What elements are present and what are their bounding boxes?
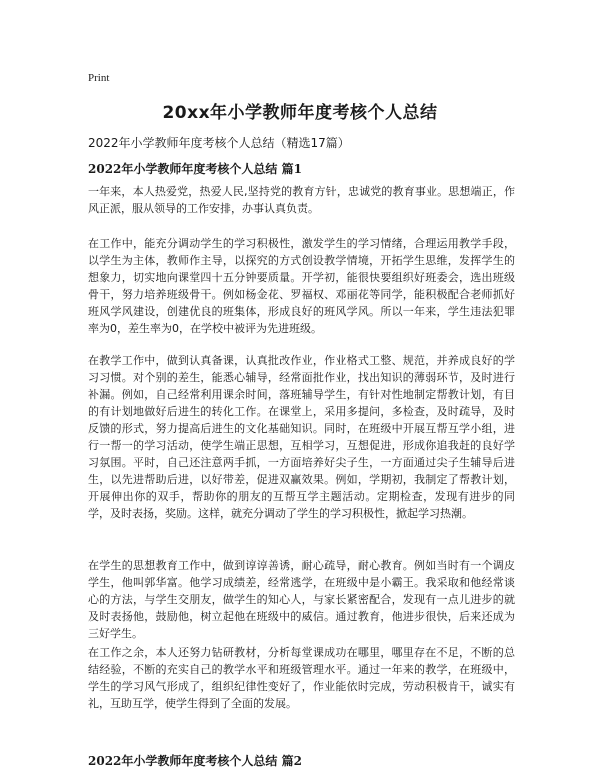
print-link[interactable]: Print: [88, 72, 110, 84]
paragraph-2: 在工作中，能充分调动学生的学习积极性，激发学生的学习情绪，合理运用教学手段，以学生为主体，教师作主导，以探究的方式创设教学情境，开拓学生思维，发挥学生的想象力，切实地向课堂四十五分钟要质量。开学初，能很快要组织好班委会，选出班级骨干，努力培养班级骨干。例如杨金花、罗福权、邓丽花等同学，能积极配合老师抓好班风学风建设，创建优良的班集体，形成良好的班风学风。所以一年来，学生违法犯罪率为0，差生率为0，在学校中被评为先进班级。: [88, 237, 515, 335]
paragraph-3: 在教学工作中，做到认真备课，认真批改作业，作业格式工整、规范，并养成良好的学习习惯。对个别的差生，能悉心辅导，经常面批作业，找出知识的薄弱环节，及时进行补漏。例如，自己经常利用课余时间，落班辅导学生，有针对性地制定帮教计划，有目的有计划地做好后进生的转化工作。在课堂上，采用多提问，多检查，及时疏导，及时反馈的形式，努力提高后进生的文化基础知识。同时，在班级中开展互帮互学小组，进行一帮一的学习活动，使学生端正思想，互相学习，互想促进，形成你追我赶的良好学习氛围。平时，自己还注意两手抓，一方面培养好尖子生，一方面通过尖子生辅导后进生，以先进帮助后进，以好带差，促进双赢效果。例如，学期初，我制定了帮教计划，开展伸出你的双手，帮助你的朋友的互帮互学主题活动。定期检查，发现有进步的同学，及时表扬，奖励。这样，就充分调动了学生的学习积极性，掀起学习热潮。: [88, 354, 515, 520]
paragraph-4: 在学生的思想教育工作中，做到谆谆善诱，耐心疏导，耐心教育。例如当时有一个调皮学生，他叫郭华富。他学习成绩差，经常逃学，在班级中是小霸王。我采取和他经常谈心的方法，与学生交朋友，做学生的知心人，与家长紧密配合，发现有一点儿进步的就及时表扬他，鼓励他，树立起他在班级中的威信。通过教育，他进步很快，后来还成为三好学生。: [88, 559, 515, 640]
section-heading-2: 2022年小学教师年度考核个人总结 篇2: [88, 754, 302, 768]
paragraph-5: 在工作之余，本人还努力钻研教材，分析每堂课成功在哪里，哪里存在不足，不断的总结经验，不断的充实自己的教学水平和班级管理水平。通过一年来的教学，在班级中，学生的学习风气形成了，组织纪律性变好了，作业能依时完成，劳动积极肯干，诚实有礼，互助互学，使学生得到了全面的发展。: [88, 646, 515, 710]
intro-line: 2022年小学教师年度考核个人总结（精选17篇）: [88, 136, 350, 150]
section-heading-1: 2022年小学教师年度考核个人总结 篇1: [88, 162, 302, 176]
paragraph-1: 一年来，本人热爱党，热爱人民,坚持党的教育方针，忠诚党的教育事业。思想端正，作风正派，服从领导的工作安排，办事认真负责。: [88, 185, 515, 215]
page-title: 20xx年小学教师年度考核个人总结: [162, 103, 438, 123]
